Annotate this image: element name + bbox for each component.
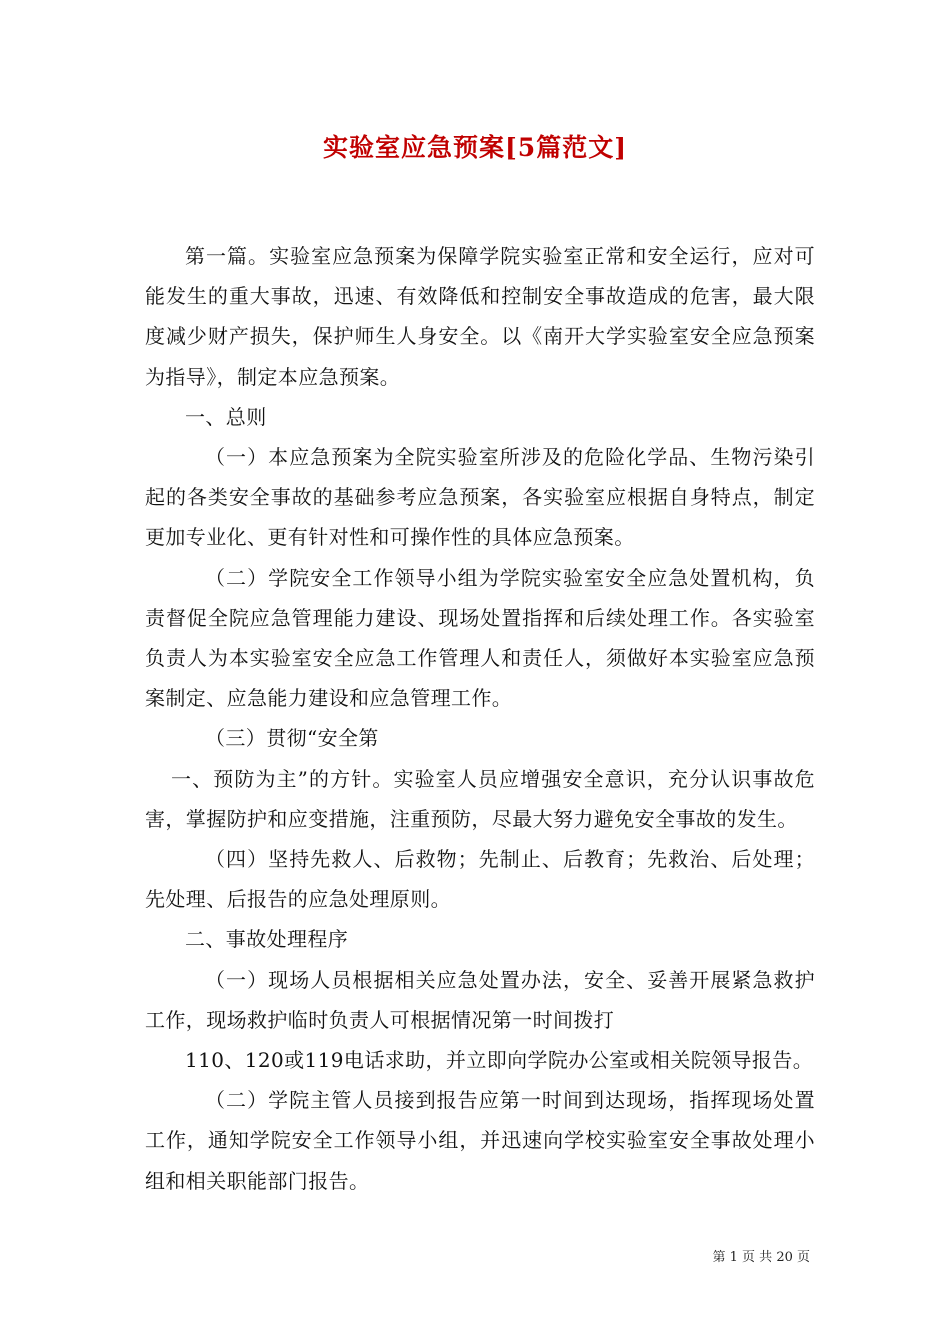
section-heading-procedure: 二、事故处理程序 (185, 927, 349, 952)
document-title: 实验室应急预案[5篇范文] (322, 133, 628, 162)
paragraph-general-3-start: （三）贯彻“安全第 (205, 726, 379, 751)
paragraph-intro: 第一篇。实验室应急预案为保障学院实验室正常和安全运行，应对可能发生的重大事故，迅速、有效降低和控制安全事故造成的危害，最大限度减少财产损失，保护师生人身安全。以《南开大学实验室安全应急预案为指导》，制定本应急预案。 (145, 244, 815, 389)
paragraph-procedure-1-continued: 110、120或119电话求助，并立即向学院办公室或相关院领导报告。 (185, 1048, 814, 1073)
document-body (145, 236, 815, 1201)
paragraph-general-4: （四）坚持先救人、后救物；先制止、后教育；先救治、后处理；先处理、后报告的应急处理原则。 (145, 847, 815, 912)
paragraph-general-2: （二）学院安全工作领导小组为学院实验室安全应急处置机构，负责督促全院应急管理能力建设、现场处置指挥和后续处理工作。各实验室负责人为本实验室安全应急工作管理人和责任人，须做好本实验室应急预案制定、应急能力建设和应急管理工作。 (145, 565, 815, 711)
paragraph-procedure-2: （二）学院主管人员接到报告应第一时间到达现场，指挥现场处置工作，通知学院安全工作领导小组，并迅速向学校实验室安全事故处理小组和相关职能部门报告。 (145, 1088, 815, 1193)
paragraph-general-3-continued: 一、预防为主”的方针。实验室人员应增强安全意识，充分认识事故危害，掌握防护和应变措施，注重预防，尽最大努力避免安全事故的发生。 (145, 766, 815, 831)
section-heading-general: 一、总则 (185, 404, 267, 429)
paragraph-procedure-1: （一）现场人员根据相关应急处置办法，安全、妥善开展紧急救护工作，现场救护临时负责人可根据情况第一时间拨打 (145, 967, 815, 1032)
page-number-footer: 第 1 页 共 20 页 (712, 1250, 810, 1265)
paragraph-general-1: （一）本应急预案为全院实验室所涉及的危险化学品、生物污染引起的各类安全事故的基础参考应急预案，各实验室应根据自身特点，制定更加专业化、更有针对性和可操作性的具体应急预案。 (145, 445, 815, 550)
